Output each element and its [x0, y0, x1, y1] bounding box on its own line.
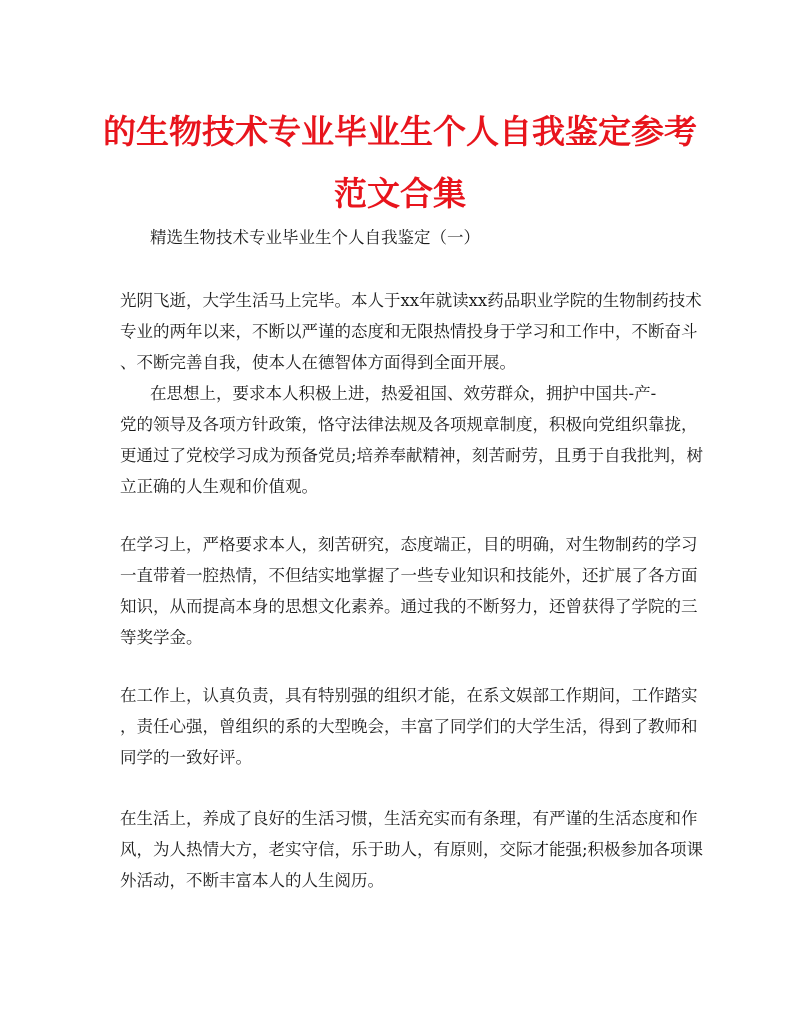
document-title-line-2: 范文合集 — [334, 174, 466, 213]
paragraph-line: ，责任心强，曾组织的系的大型晚会，丰富了同学们的大学生活，得到了教师和 — [120, 717, 698, 736]
paragraph-line: 在思想上，要求本人积极上进，热爱祖国、效劳群众，拥护中国共-产- — [150, 384, 657, 403]
paragraph-work — [120, 680, 698, 773]
paragraph-line: 立正确的人生观和价值观。 — [120, 477, 318, 496]
section-subtitle: 精选生物技术专业毕业生个人自我鉴定（一） — [150, 228, 480, 247]
paragraph-line: 、不断完善自我，使本人在德智体方面得到全面开展。 — [120, 353, 516, 372]
paragraph-line: 在生活上，养成了良好的生活习惯，生活充实而有条理，有严谨的生活态度和作 — [120, 809, 698, 828]
paragraph-life — [120, 803, 704, 896]
paragraph-line: 知识，从而提高本身的思想文化素养。通过我的不断努力，还曾获得了学院的三 — [120, 597, 698, 616]
paragraph-line: 等奖学金。 — [120, 628, 203, 647]
paragraph-line: 一直带着一腔热情，不但结实地掌握了一些专业知识和技能外，还扩展了各方面 — [120, 566, 698, 585]
paragraph-line: 专业的两年以来，不断以严谨的态度和无限热情投身于学习和工作中，不断奋斗 — [120, 322, 698, 341]
document-title-line-1: 的生物技术专业毕业生个人自我鉴定参考 — [103, 112, 697, 151]
paragraph-line: 更通过了党校学习成为预备党员;培养奉献精神，刻苦耐劳，且勇于自我批判，树 — [120, 446, 704, 465]
paragraph-line: 风，为人热情大方，老实守信，乐于助人，有原则，交际才能强;积极参加各项课 — [120, 840, 704, 859]
paragraph-ideology — [120, 378, 704, 502]
paragraph-line: 在学习上，严格要求本人，刻苦研究，态度端正，目的明确，对生物制药的学习 — [120, 535, 698, 554]
paragraph-study — [120, 529, 698, 653]
paragraph-line: 在工作上，认真负责，具有特别强的组织才能，在系文娱部工作期间，工作踏实 — [120, 686, 698, 705]
paragraph-line: 同学的一致好评。 — [120, 748, 252, 767]
paragraph-line: 光阴飞逝，大学生活马上完毕。本人于xx年就读xx药品职业学院的生物制药技术 — [120, 291, 702, 310]
paragraph-line: 外活动，不断丰富本人的人生阅历。 — [120, 871, 384, 890]
paragraph-intro — [120, 285, 702, 378]
paragraph-line: 党的领导及各项方针政策，恪守法律法规及各项规章制度，积极向党组织靠拢， — [120, 415, 698, 434]
